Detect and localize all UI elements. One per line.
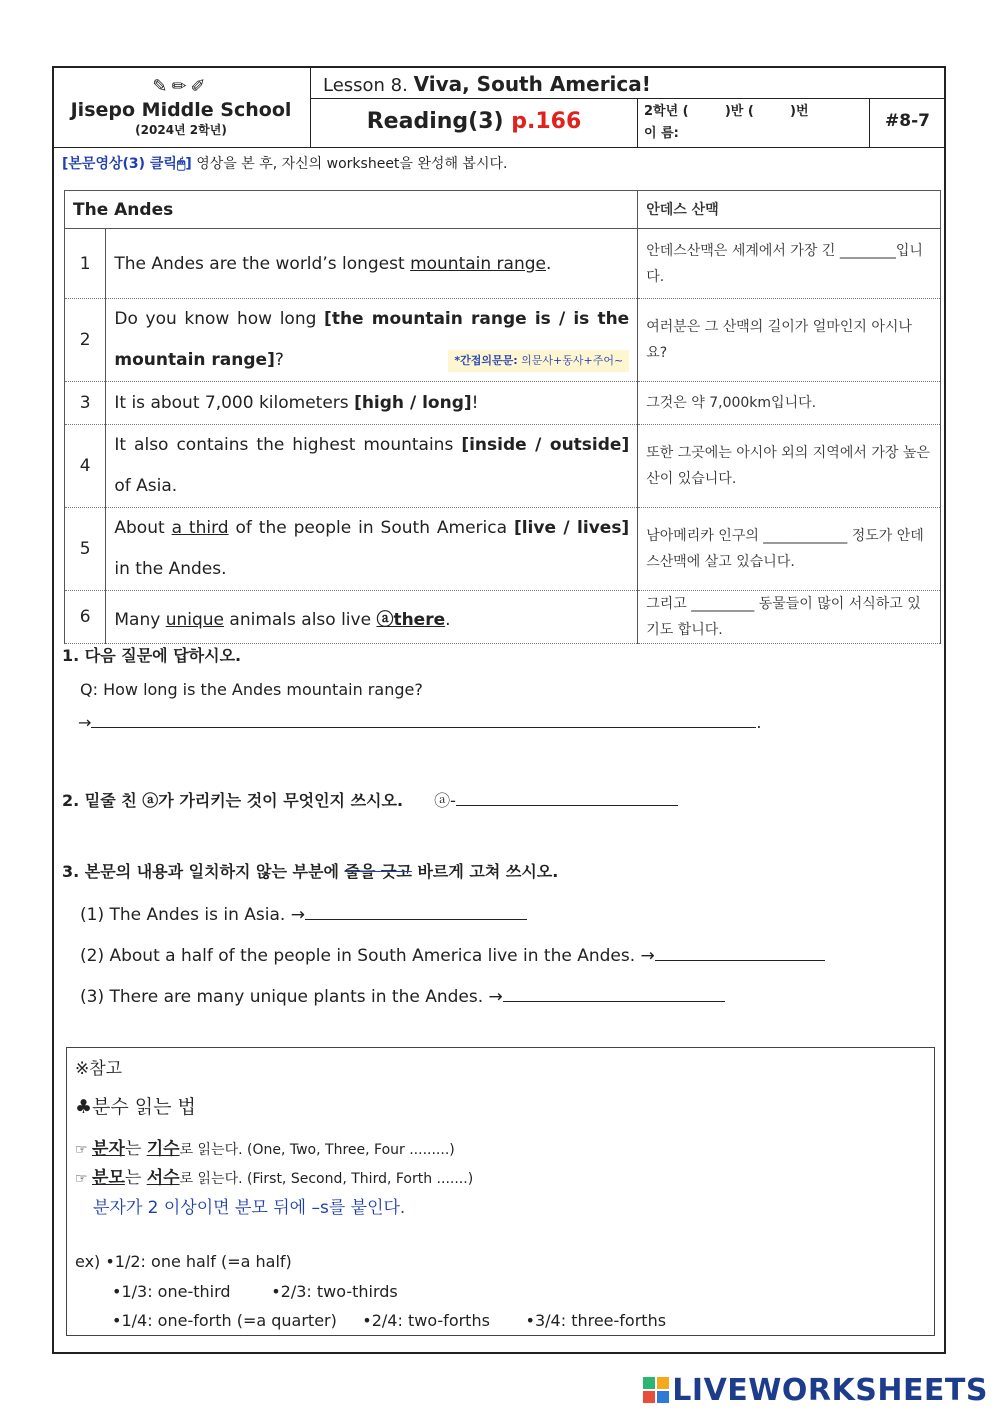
row-english <box>106 425 638 508</box>
row-english <box>106 229 638 299</box>
student-info <box>638 99 870 148</box>
choice-bracket[interactable]: [inside / outside] <box>461 435 630 455</box>
row-number: 1 <box>65 229 106 299</box>
text-segment: ! <box>471 393 479 413</box>
row-english <box>106 382 638 425</box>
answer-line <box>78 711 762 732</box>
reading-table <box>64 190 941 644</box>
row-korean: 또한 그곳에는 아시아 외의 지역에서 가장 높은 산이 있습니다. <box>638 425 941 508</box>
school-name: Jisepo Middle School <box>70 99 292 121</box>
marked-word: ⓐthere <box>376 609 446 630</box>
lesson-prefix: Lesson 8. <box>323 75 408 96</box>
title-text: 3. 본문의 내용과 일치하지 않는 부분에 <box>62 862 345 881</box>
choice-bracket[interactable]: [live / lives] <box>513 518 630 538</box>
note-label: *간접의문문: <box>454 354 518 367</box>
term: 기수 <box>146 1139 180 1159</box>
liveworksheets-icon <box>642 1376 670 1404</box>
term: 분자 <box>92 1139 125 1159</box>
question-1-text: Q: How long is the Andes mountain range? <box>80 680 423 699</box>
reference-line-2 <box>75 1163 473 1188</box>
text-segment: 로 읽는다. (First, Second, Third, Forth .......) <box>179 1171 474 1187</box>
example-line-2: •1/3: one-third •2/3: two-thirds <box>112 1282 398 1301</box>
reading-page: p.166 <box>511 109 582 134</box>
text-segment: It also contains the highest mountains <box>114 435 462 455</box>
table-row <box>65 229 941 299</box>
school-cell <box>52 66 311 148</box>
choice-bracket[interactable]: [the mountain range is / is the mountain range] <box>114 309 630 370</box>
strike-text: 줄을 긋고 <box>344 862 412 881</box>
question-1 <box>62 643 762 732</box>
reference-line-1 <box>75 1134 455 1159</box>
answer-blank-2[interactable] <box>456 789 678 806</box>
reference-note: 분자가 2 이상이면 분모 뒤에 –s를 붙인다. <box>93 1198 406 1218</box>
answer-blank-3-3[interactable] <box>503 984 725 1002</box>
pointing-hand-icon: ☞ <box>75 1171 93 1187</box>
row-number: 4 <box>65 425 106 508</box>
video-link[interactable]: [본문영상(3) 클릭🖱] <box>62 156 192 172</box>
q3-item <box>80 943 825 966</box>
row-korean: 그리고 _________ 동물들이 많이 서식하고 있기도 합니다. <box>638 591 941 644</box>
text-segment: 는 <box>124 1139 147 1159</box>
table-row <box>65 591 941 644</box>
row-korean: 남아메리카 인구의 ____________ 정도가 안데스산맥에 살고 있습니다. <box>638 508 941 591</box>
pencil-icon: ✎✏✐ <box>152 76 210 97</box>
question-2 <box>62 788 678 811</box>
name-line: 이 름: <box>644 126 679 141</box>
text-segment: Many <box>114 609 166 630</box>
text-segment: animals also live <box>224 609 377 630</box>
table-row <box>65 508 941 591</box>
q3-item <box>80 902 825 925</box>
table-header-row <box>65 191 941 229</box>
row-number: 5 <box>65 508 106 591</box>
lesson-title <box>311 66 946 99</box>
text-segment: 는 <box>124 1168 147 1188</box>
text-segment: of Asia. <box>114 476 178 496</box>
pointing-hand-icon: ☞ <box>75 1142 93 1158</box>
term: 분모 <box>92 1168 125 1188</box>
note-text: 의문사+동사+주어~ <box>517 354 624 367</box>
question-3-title <box>62 859 825 882</box>
brand-name: LIVEWORKSHEETS <box>672 1373 988 1408</box>
grammar-note <box>448 350 629 372</box>
text-segment: Do you know how long <box>114 309 325 329</box>
underlined-word: mountain range <box>410 253 546 274</box>
row-number: 2 <box>65 299 106 382</box>
underlined-word: a third <box>171 518 229 538</box>
row-english <box>106 508 638 591</box>
liveworksheets-logo <box>642 1373 988 1408</box>
q3-item <box>80 984 825 1007</box>
reference-heading: ※참고 <box>75 1059 123 1079</box>
period: . <box>756 713 762 732</box>
table-title-en: The Andes <box>65 191 638 229</box>
table-row <box>65 425 941 508</box>
text-segment: in the Andes. <box>114 559 227 579</box>
worksheet-code: #8-7 <box>870 99 946 148</box>
reference-box <box>66 1047 935 1336</box>
q3-item-text: (2) About a half of the people in South America live in the Andes. → <box>80 946 655 966</box>
text-segment: of the people in South America <box>228 518 514 538</box>
instruction-text: 영상을 본 후, 자신의 worksheet을 완성해 봅시다. <box>191 156 508 172</box>
row-english <box>106 299 638 382</box>
question-2-title: 2. 밑줄 친 ⓐ가 가리키는 것이 무엇인지 쓰시오. <box>62 791 404 810</box>
instruction <box>62 153 507 173</box>
reference-subheading: ♣분수 읽는 법 <box>75 1096 196 1118</box>
reading-label: Reading(3) <box>366 109 504 134</box>
row-english <box>106 591 638 644</box>
table-title-ko: 안데스 산맥 <box>638 191 941 229</box>
row-number: 3 <box>65 382 106 425</box>
text-segment: 로 읽는다. (One, Two, Three, Four .........) <box>179 1142 455 1158</box>
text-segment: . <box>445 609 451 630</box>
choice-bracket[interactable]: [high / long] <box>354 393 472 413</box>
answer-prefix: ⓐ- <box>434 791 456 810</box>
q3-item-text: (3) There are many unique plants in the Andes. → <box>80 987 503 1007</box>
row-korean: 여러분은 그 산맥의 길이가 얼마인지 아시나요? <box>638 299 941 382</box>
title-text: 바르게 고쳐 쓰시오. <box>411 862 559 881</box>
underlined-word: unique <box>165 609 224 630</box>
term: 서수 <box>146 1168 180 1188</box>
lesson-name: Viva, South America! <box>413 72 651 96</box>
example-line-3: •1/4: one-forth (=a quarter) •2/4: two-forths •3/4: three-forths <box>112 1311 667 1330</box>
example-line-1: ex) •1/2: one half (=a half) <box>75 1252 292 1271</box>
row-number: 6 <box>65 591 106 644</box>
text-segment: The Andes are the world’s longest <box>114 253 411 274</box>
text-segment: About <box>114 518 172 538</box>
answer-blank-3-2[interactable] <box>655 943 825 961</box>
text-segment: ? <box>274 350 284 370</box>
row-korean: 그것은 약 7,000km입니다. <box>638 382 941 425</box>
school-year: (2024년 2학년) <box>135 123 227 137</box>
worksheet-header <box>52 66 946 148</box>
question-3 <box>62 859 825 1007</box>
arrow-icon: → <box>78 713 92 732</box>
question-1-title: 1. 다음 질문에 답하시오. <box>62 646 242 665</box>
grade-line: 2학년 ( )반 ( )번 <box>644 104 809 119</box>
text-segment: It is about 7,000 kilometers <box>114 393 355 413</box>
reading-title <box>311 99 638 148</box>
answer-blank-3-1[interactable] <box>305 902 527 920</box>
table-row <box>65 299 941 382</box>
answer-blank-1[interactable] <box>91 711 756 728</box>
text-segment: . <box>546 253 552 274</box>
table-row <box>65 382 941 425</box>
row-korean: 안데스산맥은 세계에서 가장 긴 ________입니다. <box>638 229 941 299</box>
q3-item-text: (1) The Andes is in Asia. → <box>80 905 305 925</box>
